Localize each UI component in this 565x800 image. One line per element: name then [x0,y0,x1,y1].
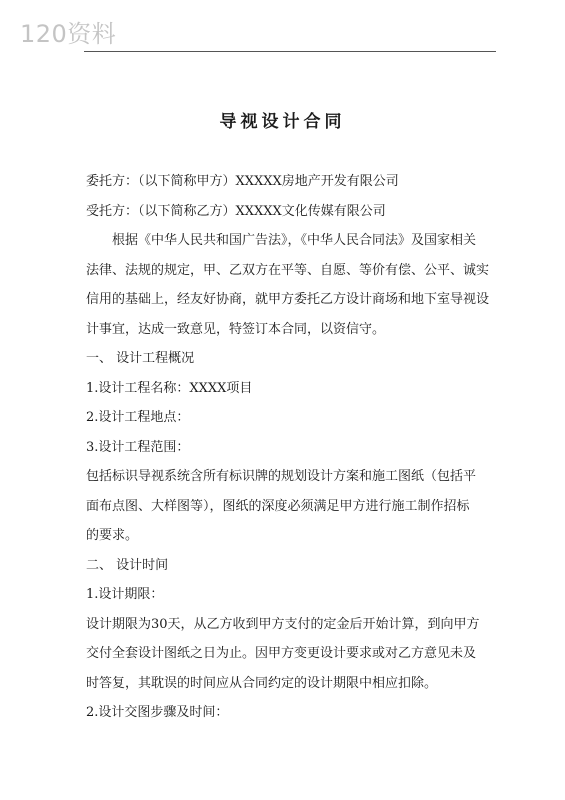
scope-text-line: 包括标识导视系统含所有标识牌的规划设计方案和施工图纸（包括平 [86,469,477,484]
period-text-line: 交付全套设计图纸之日为止。因甲方变更设计要求或对乙方意见未及 [86,646,477,661]
header-rule [84,51,496,52]
preamble-line: 计事宜，达成一致意见，特签订本合同，以资信守。 [86,321,386,337]
preamble-line: 法律、法规的规定，甲、乙双方在平等、自愿、等价有偿、公平、诚实 [86,262,490,278]
watermark: 120资料 [20,20,117,48]
section-heading: 一、 设计工程概况 [86,351,195,366]
scope-text-line: 面布点图、大样图等），图纸的深度必须满足甲方进行施工制作招标 [86,498,470,514]
period-text-line: 时答复，其耽误的时间应从合同约定的设计期限中相应扣除。 [86,675,438,691]
section-heading: 二、 设计时间 [86,557,169,573]
preamble-line: 信用的基础上，经友好协商，就甲方委托乙方设计商场和地下室导视设 [86,292,490,307]
item-design-period: 1.设计期限： [86,587,164,602]
period-text-line: 设计期限为30天，从乙方收到甲方支付的定金后开始计算，到向甲方 [86,616,480,632]
contractor-line: 受托方：（以下简称乙方）XXXXX文化传媒有限公司 [86,203,386,219]
scope-text-line: 的要求。 [86,528,139,543]
item-delivery-steps: 2.设计交图步骤及时间： [86,705,229,720]
contract-body [86,167,498,728]
item-project-name: 1.设计工程名称：XXXX项目 [86,380,253,396]
client-line: 委托方：（以下简称甲方）XXXXX房地产开发有限公司 [86,174,399,189]
contract-title: 导视设计合同 [219,112,346,132]
item-project-location: 2.设计工程地点： [86,410,190,425]
item-project-scope: 3.设计工程范围： [86,439,190,455]
preamble-line: 根据《中华人民共和国广告法》，《中华人民合同法》及国家相关 [112,233,477,248]
